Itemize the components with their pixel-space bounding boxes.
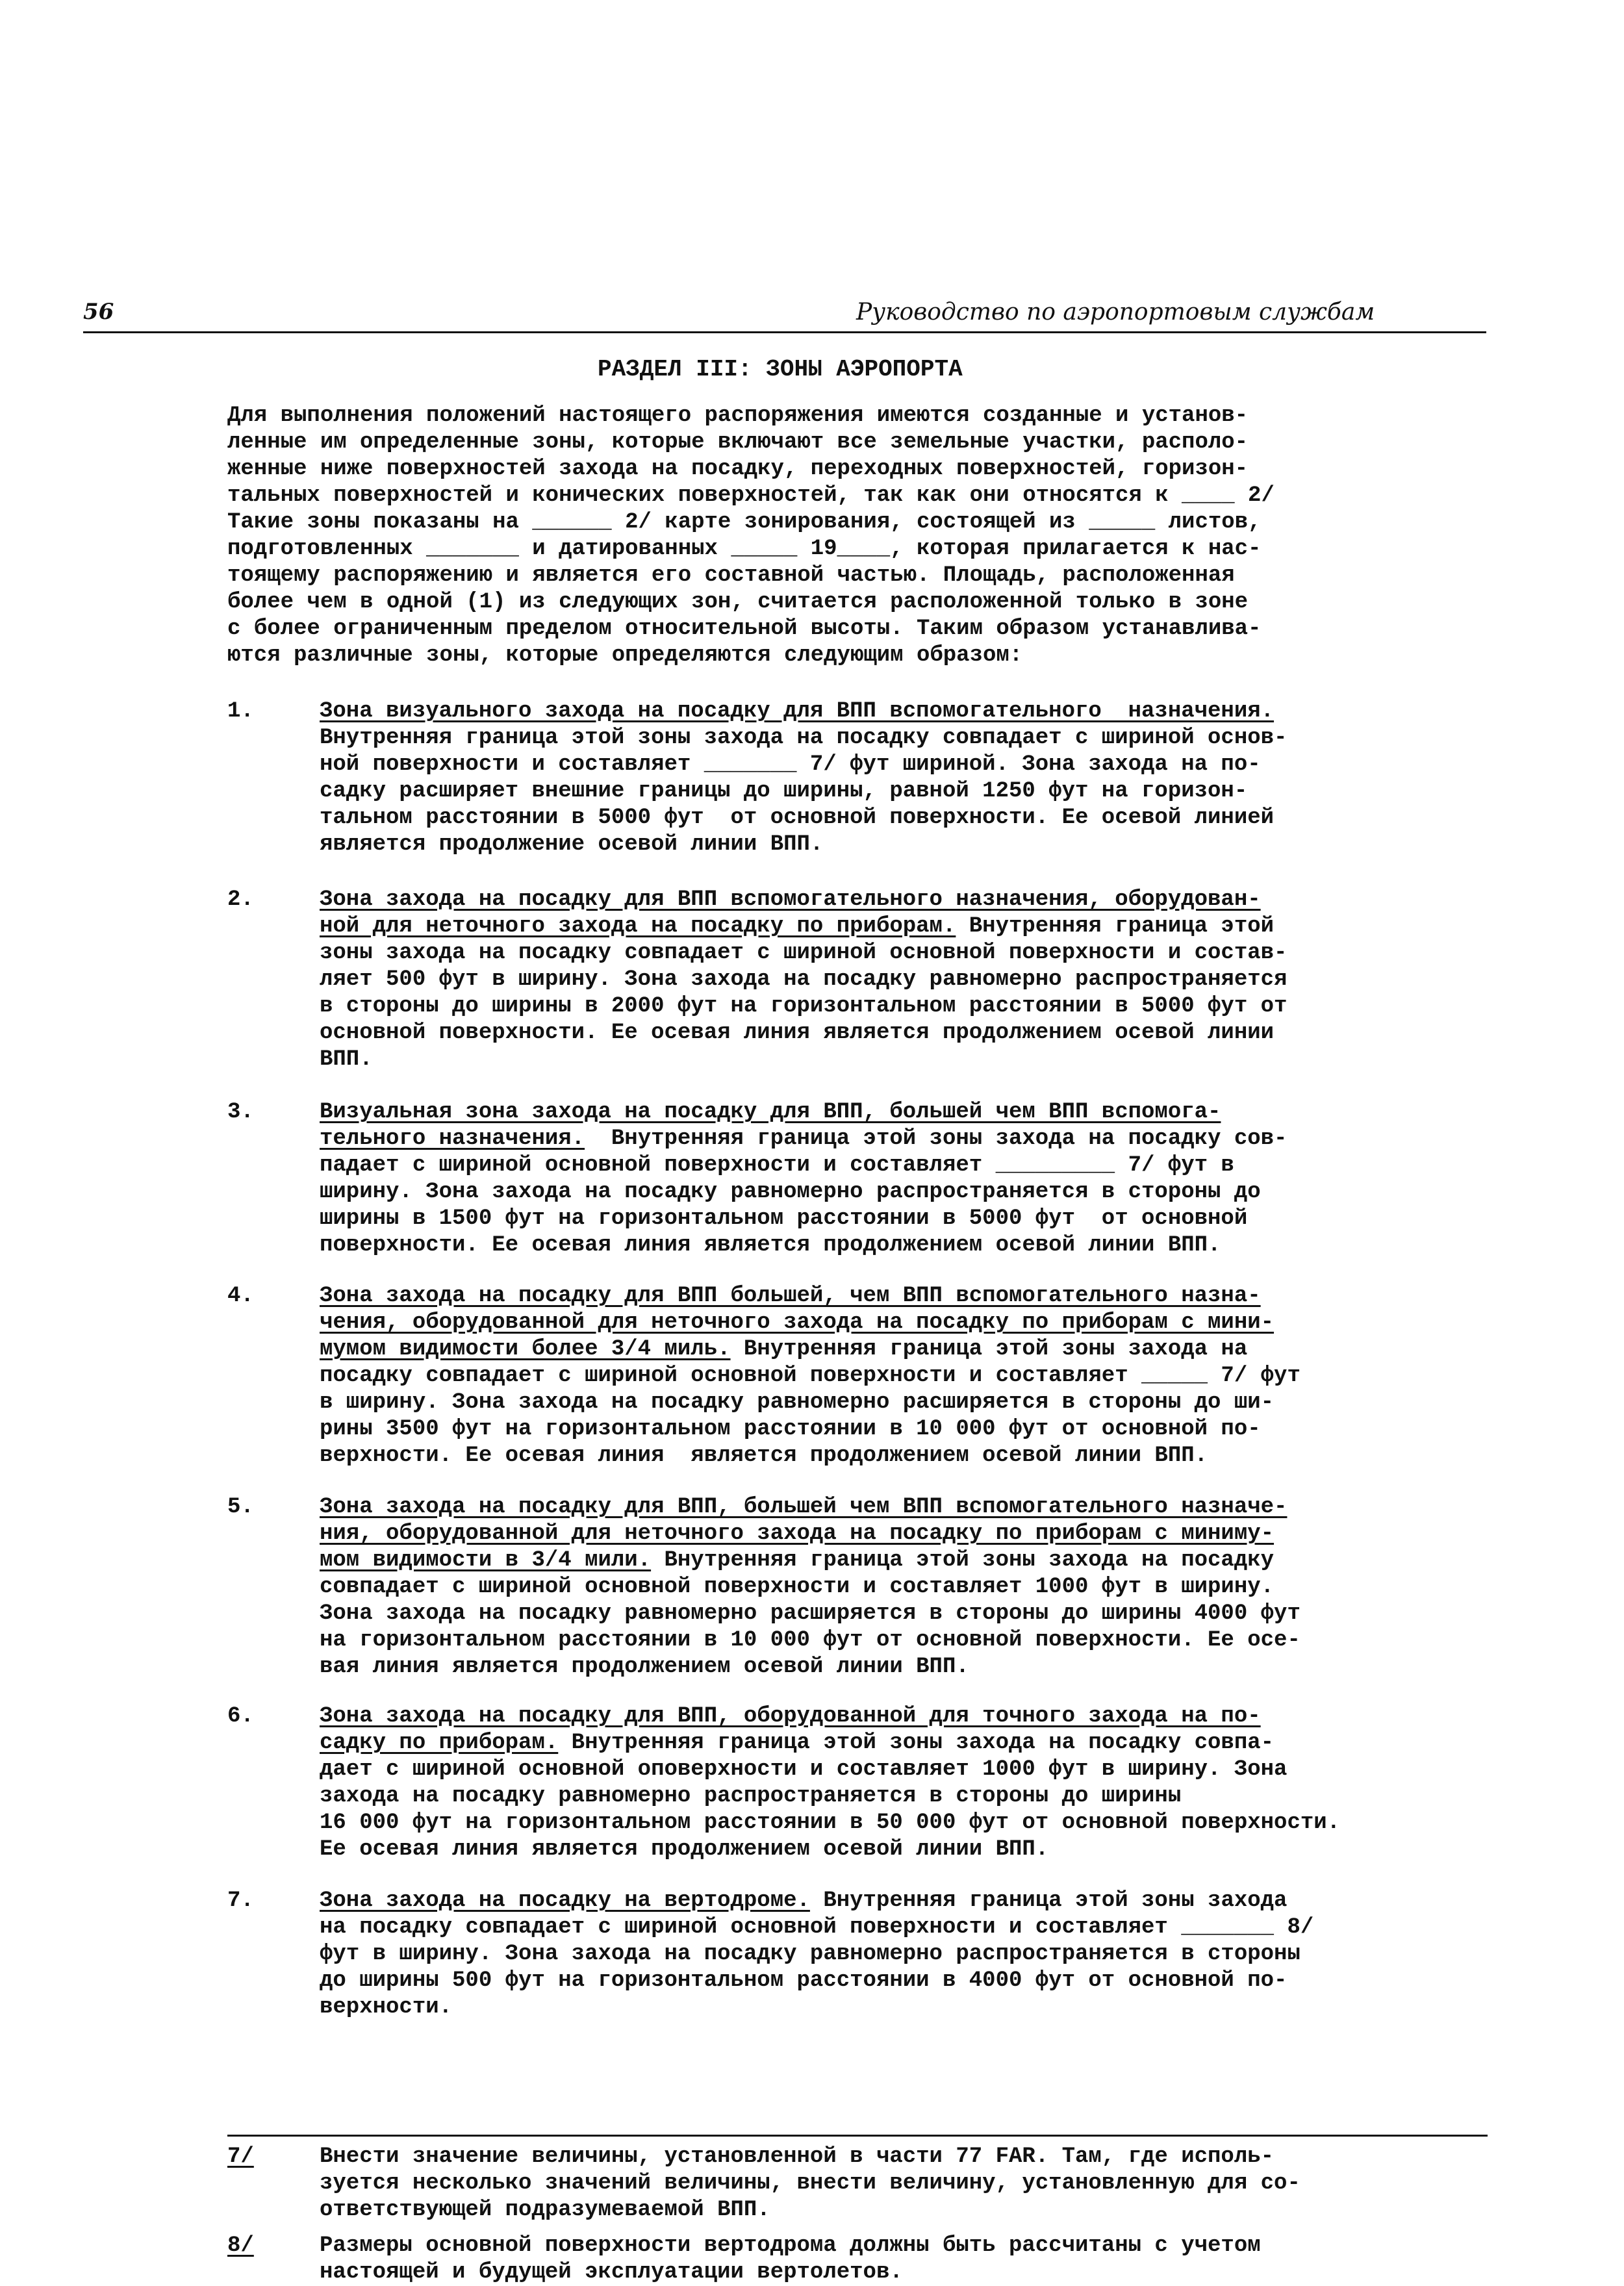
footnote-mark: 7/ — [227, 2144, 254, 2169]
item-body — [320, 887, 1287, 1073]
item-heading: Визуальная зона захода на посадку для ВПП, большей чем ВПП вспомога- тельного назначения. — [320, 1100, 1221, 1151]
item-number: 2. — [227, 887, 254, 912]
item-number: 1. — [227, 699, 254, 724]
item-body — [320, 1494, 1300, 1681]
item-text: Внутренняя граница этой зоны захода на посадку совпадает с шириной основной поверхности и составляет _______ 8/ фут в ширину. Зона захода на посадку равномерно распространяется в стороны до ширины 500 фут на горизонтальном расстоянии в 4000 фут от основной по- верхности. — [320, 1888, 1314, 2020]
item-heading: Зона захода на посадку для ВПП вспомогательного назначения, оборудован- ной для неточного захода на посадку по приборам. — [320, 887, 1261, 939]
item-body — [320, 1888, 1313, 2021]
item-text: Внутренняя граница этой зоны захода на посадку сов- падает с шириной основной поверхности и составляет _________ 7/ фут в ширину. Зона захода на посадку равномерно распространяется в стороны до ширины в 1500 фут на горизонтальном расстоянии в 5000 фут от основной поверхности. Ее осевая линия является продолжением осевой линии ВПП. — [320, 1126, 1288, 1258]
item-text: Внутренняя граница этой зоны захода на посадку совпадает с шириной основной поверхности и составляет _____ 7/ фут в ширину. Зона захода на посадку равномерно расширяется в стороны до ши- рины 3500 фут на горизонтальном расстоянии в 10 000 фут от основной по- верхности. Ее осевая линия является продолжением осевой линии ВПП. — [320, 1337, 1300, 1468]
item-text: Внутренняя граница этой зоны захода на посадку совпадает с шириной основной поверхности и состав- ляет 500 фут в ширину. Зона захода на посадку равномерно распространяется в стороны до ширины в 2000 фут на горизонтальном расстоянии в 5000 фут от основной поверхности. Ее осевая линия является продолжением осевой линии ВПП. — [320, 914, 1288, 1072]
footnote-rule — [227, 2135, 1488, 2137]
item-number: 4. — [227, 1284, 254, 1308]
item-body — [320, 1703, 1340, 1863]
item-number: 7. — [227, 1888, 254, 1913]
item-body — [320, 698, 1287, 858]
running-title: Руководство по аэропортовым службам — [856, 299, 1375, 325]
footnote-text: Внести значение величины, установленной в части 77 FAR. Там, где исполь- зуется несколько значений величины, внести величину, установленную для со- ответствующей подразумеваемой ВПП. — [320, 2144, 1300, 2222]
item-text: Внутренняя граница этой зоны захода на посадку совпа- дает с шириной основной оповерхности и составляет 1000 фут в ширину. Зона захода на посадку равномерно распространяется в стороны до ширины 16 000 фут на горизонтальном расстоянии в 50 000 фут от основной поверхности. Ее осевая линия является продолжением осевой линии ВПП. — [320, 1731, 1341, 1862]
item-body — [320, 1099, 1287, 1259]
item-heading: Зона визуального захода на посадку для ВПП вспомогательного назначения. — [320, 699, 1275, 724]
item-number: 3. — [227, 1100, 254, 1124]
item-heading: Зона захода на посадку для ВПП большей, чем ВПП вспомогательного назна- чения, оборудованной для неточного захода на посадку по приборам с мини- мумом видимости более 3/4 миль. — [320, 1284, 1275, 1362]
footnote-text: Размеры основной поверхности вертодрома должны быть рассчитаны с учетом настоящей и будущей эксплуатации вертолетов. — [320, 2233, 1261, 2285]
item-number: 6. — [227, 1704, 254, 1729]
item-heading: Зона захода на посадку для ВПП, оборудованной для точного захода на по- садку по приборам. — [320, 1704, 1261, 1755]
footnote-mark: 8/ — [227, 2233, 254, 2258]
header-rule — [83, 331, 1486, 333]
intro-paragraph: Для выполнения положений настоящего распоряжения имеются созданные и установ- ленные им определенные зоны, которые включают все земельные участки, располо- женные ниже поверхностей захода на посадку, переходных поверхностей, горизон- тальных поверхностей и конических поверхностей, так как они относятся к ____ 2/ Такие зоны показаны на ______ 2/ карте зонирования, состоящей из _____ листов, подготовленных _______ и датированных _____ 19____, которая прилагается к нас- тоящему распоряжению и является его составной частью. Площадь, расположенная более чем в одной (1) из следующих зон, считается расположенной только в зоне с более ограниченным пределом относительной высоты. Таким образом устанавлива- ются различные зоны, которые определяются следующим образом: — [227, 403, 1275, 668]
item-text: Внутренняя граница этой зоны захода на посадку совпадает с шириной основ- ной поверхности и составляет _______ 7/ фут шириной. Зона захода на по- садку расширяет внешние границы до ширины, равной 1250 фут на горизон- тальном расстоянии в 5000 фут от основной поверхности. Ее осевой линией является продолжение осевой линии ВПП. — [320, 726, 1288, 857]
item-number: 5. — [227, 1495, 254, 1519]
item-heading: Зона захода на посадку для ВПП, большей чем ВПП вспомогательного назначе- ния, оборудованной для неточного захода на посадку по приборам с миниму- мом видимости в 3/4 мили. — [320, 1495, 1288, 1573]
item-body — [320, 1283, 1300, 1469]
item-heading: Зона захода на посадку на вертодроме. — [320, 1888, 810, 1913]
item-text: Внутренняя граница этой зоны захода на посадку совпадает с шириной основной поверхности и составляет 1000 фут в ширину. Зона захода на посадку равномерно расширяется в стороны до ширины 4000 фут на горизонтальном расстоянии в 10 000 фут от основной поверхности. Ее осе- вая линия является продолжением осевой линии ВПП. — [320, 1548, 1300, 1679]
section-title: РАЗДЕЛ III: ЗОНЫ АЭРОПОРТА — [598, 356, 963, 383]
page-number: 56 — [83, 299, 114, 325]
